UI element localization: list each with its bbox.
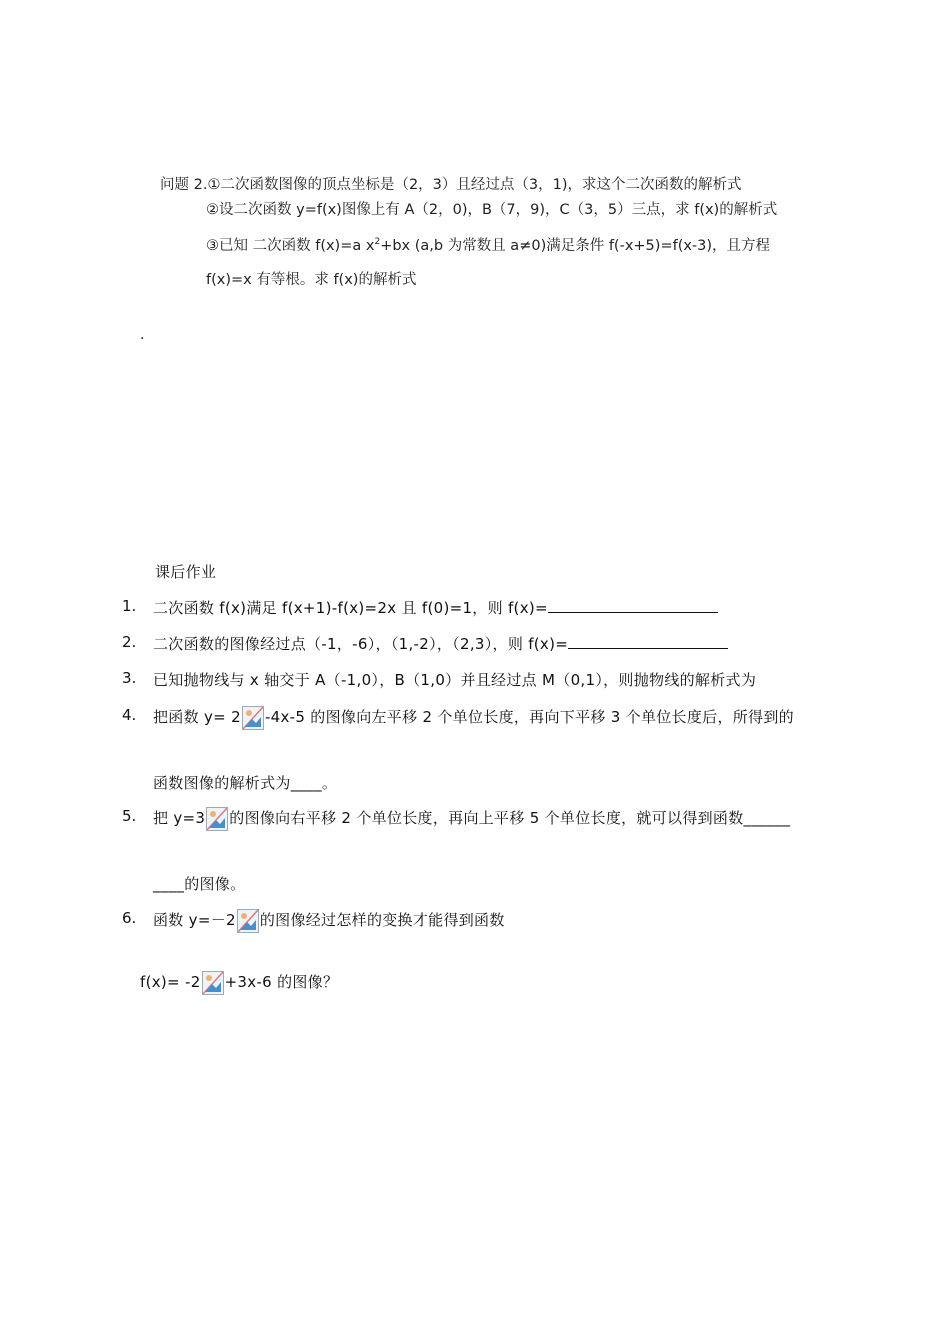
answer-blank[interactable]: [548, 598, 718, 613]
item-2-number: 2.: [122, 633, 137, 651]
item-1-number: 1.: [122, 597, 137, 615]
item-5-text-a: 把 y=3: [153, 809, 206, 827]
item-4-text-b: -4x-5 的图像向左平移 2 个单位长度，再向下平移 3 个单位长度后，所得到的: [264, 708, 794, 726]
item-2: [153, 633, 728, 654]
separator-dot: .: [140, 327, 145, 343]
item-5-continuation: ____的图像。: [153, 875, 246, 893]
item-4-continuation: 函数图像的解析式为____。: [153, 774, 338, 792]
item-2-text: 二次函数的图像经过点（-1，-6），（1,-2），（2,3），则 f(x)=: [153, 635, 569, 653]
exponent: 2: [374, 237, 381, 248]
item-4: [153, 706, 794, 730]
problem2-line2: ②设二次函数 y=f(x)图像上有 A（2，0)，B（7，9)，C（3，5）三点，求 f(x)的解析式: [206, 202, 778, 218]
item-4-number: 4.: [122, 706, 137, 724]
item-6: [153, 909, 505, 933]
item-6-text-b: 的图像经过怎样的变换才能得到函数: [259, 911, 505, 929]
broken-image-icon: [242, 706, 264, 730]
item-6-cont-b: +3x-6 的图像？: [224, 973, 339, 991]
problem2-line3-part-a: ③已知 二次函数 f(x)=a x: [206, 238, 375, 254]
broken-image-icon: [206, 807, 228, 831]
item-1-text: 二次函数 f(x)满足 f(x+1)-f(x)=2x 且 f(0)=1，则 f(x)=: [153, 599, 548, 617]
item-5-text-b: 的图像向右平移 2 个单位长度，再向上平移 5 个单位长度，就可以得到函数______: [229, 809, 791, 827]
problem2-line3-part-b: +bx (a,b 为常数且 a≠0)满足条件 f(-x+5)=f(x-3)，且方程: [380, 238, 771, 254]
item-6-cont-a: f(x)= -2: [140, 973, 201, 991]
item-6-continuation: [140, 971, 338, 995]
item-6-text-a: 函数 y=－2: [153, 911, 236, 929]
item-1: [153, 597, 718, 618]
problem2-line3: [206, 234, 770, 255]
item-6-number: 6.: [122, 909, 137, 927]
broken-image-icon: [202, 971, 224, 995]
problem2-line1: 问题 2.①二次函数图像的顶点坐标是（2，3）且经过点（3，1)，求这个二次函数的解析式: [160, 177, 742, 193]
item-4-text-a: 把函数 y= 2: [153, 708, 241, 726]
homework-title: 课后作业: [155, 563, 217, 581]
item-3-number: 3.: [122, 669, 137, 687]
answer-blank[interactable]: [568, 634, 728, 649]
problem2-line4: f(x)=x 有等根。求 f(x)的解析式: [206, 272, 417, 288]
item-3-text: 已知抛物线与 x 轴交于 A（-1,0），B（1,0）并且经过点 M（0,1），则抛物线的解析式为: [153, 671, 757, 689]
item-5-number: 5.: [122, 807, 137, 825]
broken-image-icon: [237, 909, 259, 933]
item-5: [153, 807, 790, 831]
